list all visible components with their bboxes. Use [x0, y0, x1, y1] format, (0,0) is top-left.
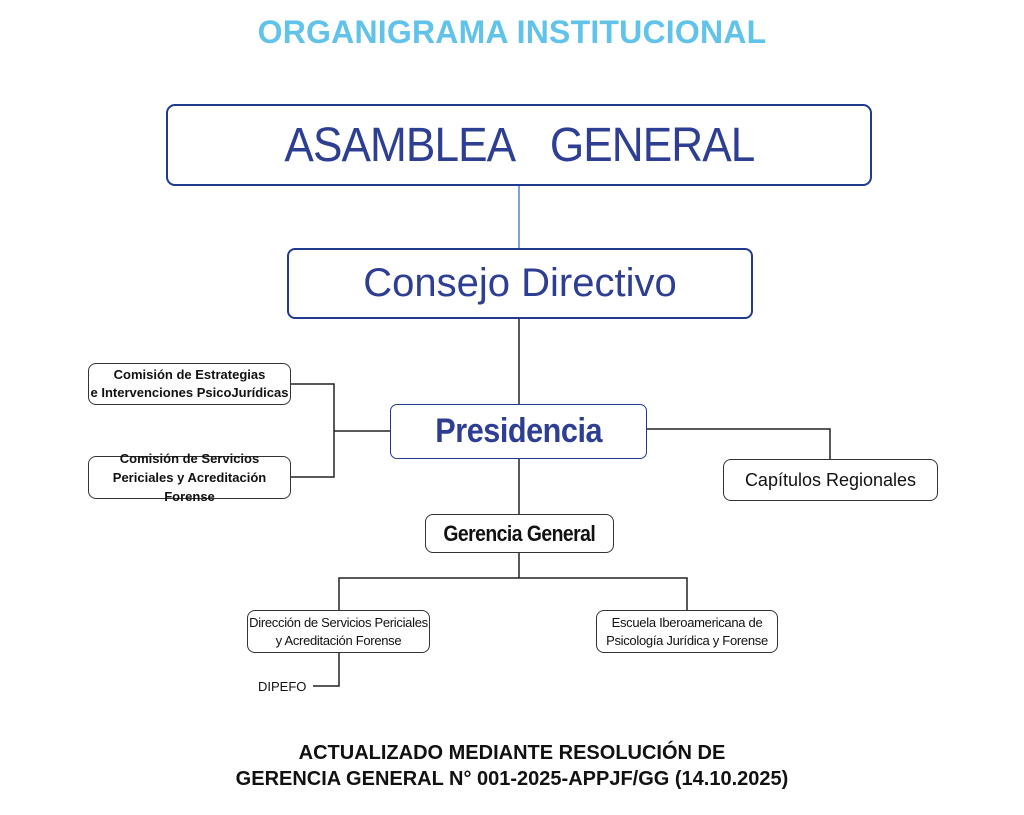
comision-servicios-line1: Comisión de Servicios	[119, 451, 260, 466]
direccion-line2: y Acreditación Forense	[275, 632, 402, 648]
escuela-line2: Psicología Jurídica y Forense	[606, 632, 768, 648]
comision-estrategias-line2: e Intervenciones PsicoJurídicas	[90, 385, 289, 400]
escuela-iberoamericana-box	[596, 610, 778, 653]
direccion-servicios-box	[247, 610, 430, 653]
capitulos-regionales-box	[723, 459, 938, 501]
footer-line1: ACTUALIZADO MEDIANTE RESOLUCIÓN DE	[298, 742, 726, 764]
dipefo-label: DIPEFO	[258, 679, 307, 694]
comision-estrategias-line1: Comisión de Estrategias	[113, 367, 266, 382]
connector-branch	[339, 578, 687, 610]
presidencia-box	[390, 404, 647, 459]
asamblea-general-box	[166, 104, 872, 186]
connector-comisiones	[291, 384, 334, 477]
comision-estrategias-box	[88, 363, 291, 405]
direccion-line1: Dirección de Servicios Periciales	[249, 614, 428, 630]
footer-note	[0, 740, 1024, 792]
connector-direccion-dipefo	[313, 653, 339, 686]
connector-presidencia-capitulos	[647, 429, 830, 459]
page-title: ORGANIGRAMA INSTITUCIONAL	[257, 14, 767, 50]
consejo-directivo-label: Consejo Directivo	[363, 261, 677, 305]
escuela-line1: Escuela Iberoamericana de	[611, 614, 763, 630]
presidencia-label: Presidencia	[435, 412, 602, 450]
comision-servicios-box	[88, 451, 291, 504]
gerencia-general-label: Gerencia General	[443, 520, 596, 546]
gerencia-general-box	[425, 514, 614, 553]
comision-servicios-line2: Periciales y Acreditación Forense	[112, 470, 267, 504]
footer-line2: GERENCIA GENERAL N° 001-2025-APPJF/GG (14.10.2025)	[235, 768, 789, 790]
consejo-directivo-box	[287, 248, 753, 319]
asamblea-general-label: ASAMBLEA GENERAL	[283, 118, 755, 172]
capitulos-regionales-label: Capítulos Regionales	[744, 469, 917, 490]
